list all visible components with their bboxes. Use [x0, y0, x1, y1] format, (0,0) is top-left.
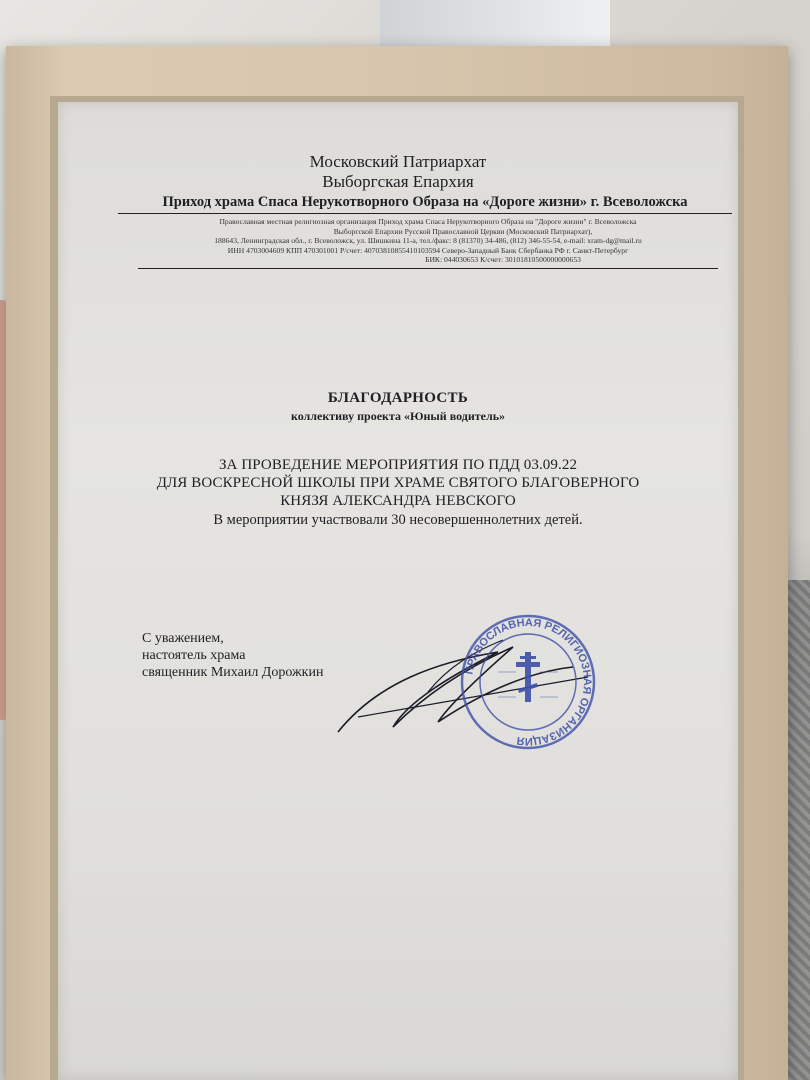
requisites-block	[138, 217, 718, 269]
seal-ring-text: ПРАВОСЛАВНАЯ РЕЛИГИОЗНАЯ ОРГАНИЗАЦИЯ	[463, 616, 594, 748]
certificate-document	[58, 102, 738, 1080]
eparchy-name: Выборгская Епархия	[322, 172, 474, 191]
signature-block	[142, 630, 323, 681]
window-light	[380, 0, 610, 50]
requisites-line: 188643, Ленинградская обл., г. Всеволожск, ул. Шишкина 11-а, тел./факс: 8 (81370) 34-486, (812) 346-55-54, e-mail: xram-dg@mail.ru	[214, 236, 642, 246]
requisites-line: Выборгской Епархии Русской Православной Церкви (Московский Патриархат),	[333, 226, 593, 236]
body-line-1: ЗА ПРОВЕДЕНИЕ МЕРОПРИЯТИЯ ПО ПДД 03.09.22	[218, 457, 578, 473]
body-line-2: ДЛЯ ВОСКРЕСНОЙ ШКОЛЫ ПРИ ХРАМЕ СВЯТОГО БЛАГОВЕРНОГО	[156, 475, 640, 491]
orthodox-cross-icon	[516, 652, 540, 702]
letterhead	[58, 152, 738, 269]
participants-note: В мероприятии участвовали 30 несовершеннолетних детей.	[213, 512, 583, 528]
body-line-3: КНЯЗЯ АЛЕКСАНДРА НЕВСКОГО	[280, 493, 516, 509]
document-recipient: коллективу проекта «Юный водитель»	[290, 409, 506, 423]
closing-phrase: С уважением,	[142, 631, 224, 646]
title-block	[58, 390, 738, 424]
signer-position: настоятель храма	[142, 648, 246, 663]
requisites-line: БИК: 044030653 К/счет: 30101810500000000653	[425, 255, 581, 265]
patriarchate-name: Московский Патриархат	[309, 152, 487, 171]
parish-name: Приход храма Спаса Нерукотворного Образа на «Дороге жизни» г. Всеволожска	[118, 194, 732, 214]
church-seal	[458, 612, 598, 752]
requisites-line: ИНН 4703004609 КПП 470301001 Р/счет: 40703810855410103594 Северо-Западный Банк Сбербанка РФ г. Санкт-Петербург	[227, 245, 629, 255]
signer-name: священник Михаил Дорожкин	[142, 665, 324, 680]
requisites-line: Православная местная религиозная организация Приход храма Спаса Нерукотворного Образа на "Дороге жизни" г. Всеволожска	[219, 217, 637, 226]
body-text	[58, 456, 738, 529]
document-title: БЛАГОДАРНОСТЬ	[327, 390, 469, 406]
picture-frame	[6, 46, 788, 1080]
